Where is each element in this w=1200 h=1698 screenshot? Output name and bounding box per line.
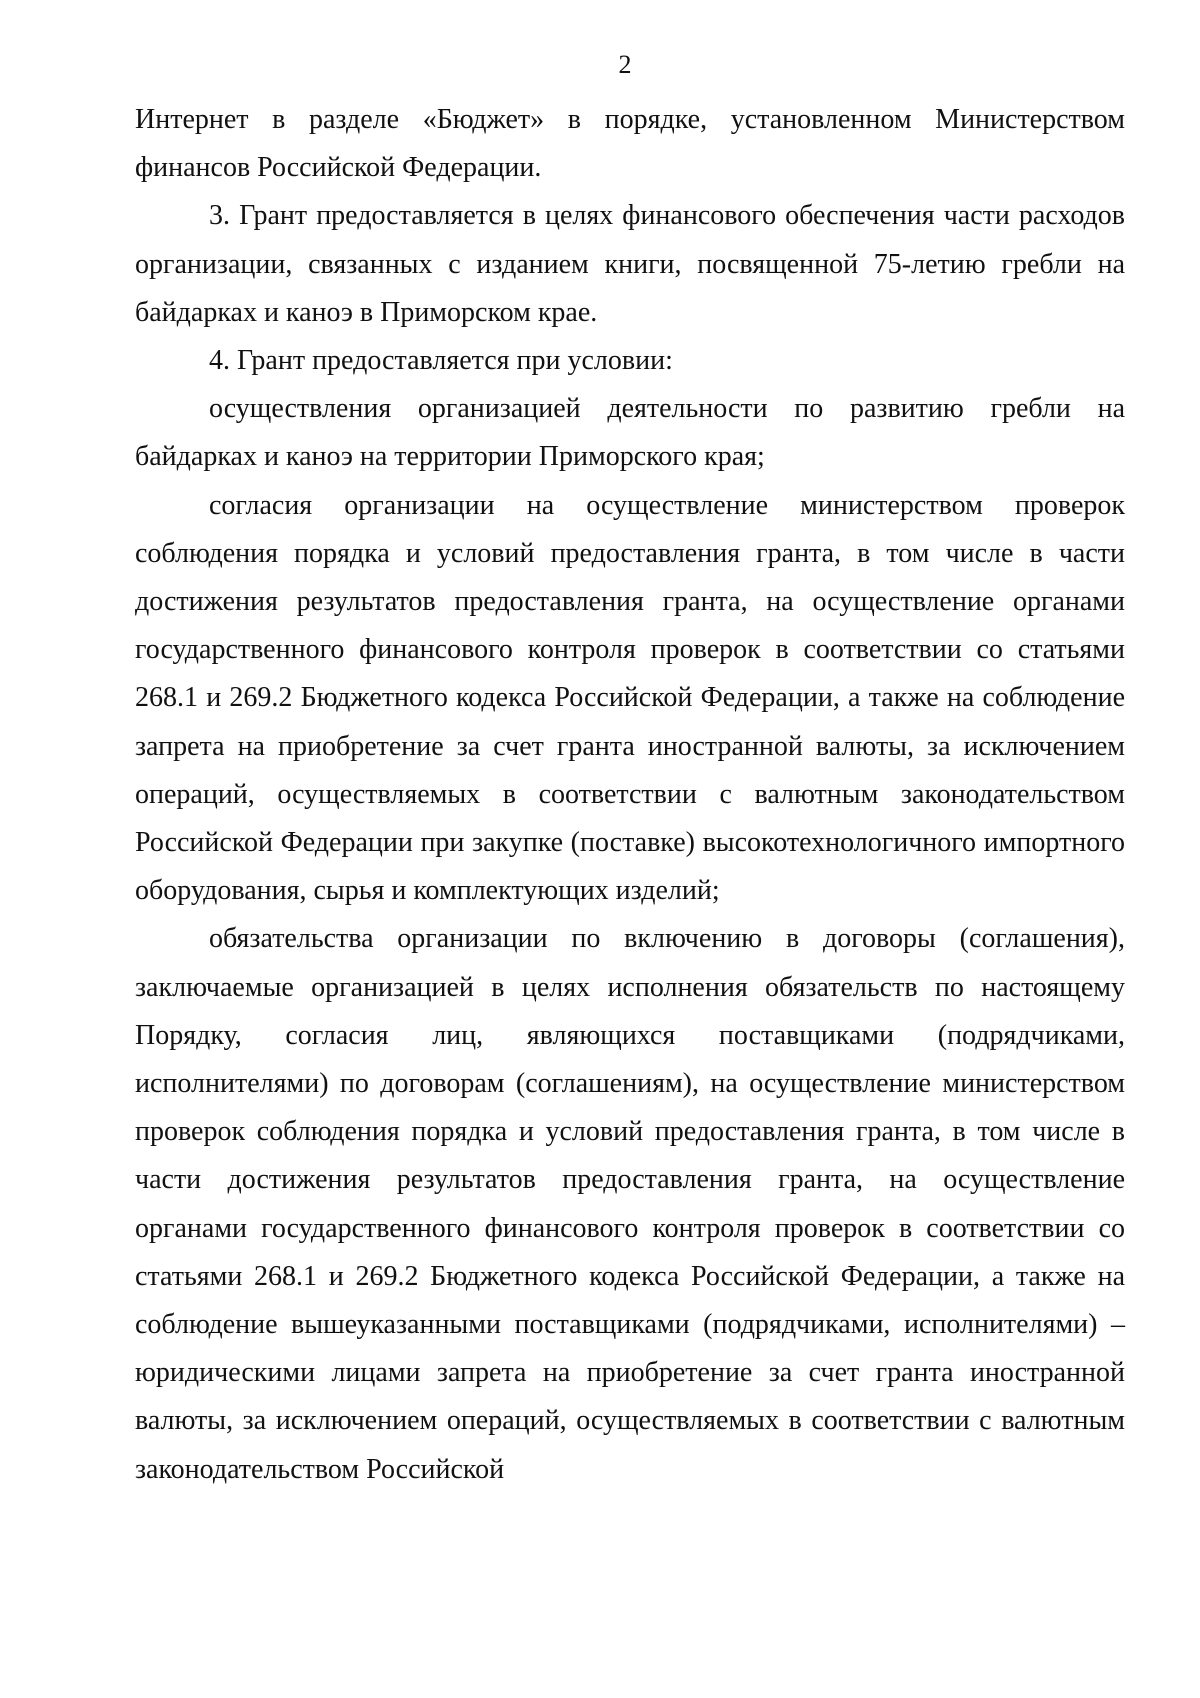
paragraph-condition-activity: осуществления организацией деятельности по развитию гребли на байдарках и каноэ на территории Приморского края; [135, 393, 1125, 473]
document-body [135, 96, 1125, 1494]
paragraph-item-3: 3. Грант предоставляется в целях финансового обеспечения части расходов организации, связанных с изданием книги, посвященной 75-летию гребли на байдарках и каноэ в Приморском крае. [135, 200, 1125, 328]
paragraph-condition-obligation: обязательства организации по включению в договоры (соглашения), заключаемые организацией в целях исполнения обязательств по настоящему Порядку, согласия лиц, являющихся поставщиками (подрядчиками, исполнителями) по договорам (соглашениям), на осуществление министерством проверок соблюдения порядка и условий предоставления гранта, в том числе в части достижения результатов предоставления гранта, на осуществление органами государственного финансового контроля проверок в соответствии со статьями 268.1 и 269.2 Бюджетного кодекса Российской Федерации, а также на соблюдение вышеуказанными поставщиками (подрядчиками, исполнителями) – юридическими лицами запрета на приобретение за счет гранта иностранной валюты, за исключением операций, осуществляемых в соответствии с валютным законодательством Российской [135, 923, 1125, 1485]
paragraph-continuation: Интернет в разделе «Бюджет» в порядке, установленном Министерством финансов Российской Федерации. [135, 104, 1125, 184]
page-number: 2 [618, 50, 632, 79]
paragraph-condition-consent: согласия организации на осуществление министерством проверок соблюдения порядка и условий предоставления гранта, в том числе в части достижения результатов предоставления гранта, на осуществление органами государственного финансового контроля проверок в соответствии со статьями 268.1 и 269.2 Бюджетного кодекса Российской Федерации, а также на соблюдение запрета на приобретение за счет гранта иностранной валюты, за исключением операций, осуществляемых в соответствии с валютным законодательством Российской Федерации при закупке (поставке) высокотехнологичного импортного оборудования, сырья и комплектующих изделий; [135, 489, 1125, 907]
paragraph-item-4: 4. Грант предоставляется при условии: [209, 345, 673, 377]
